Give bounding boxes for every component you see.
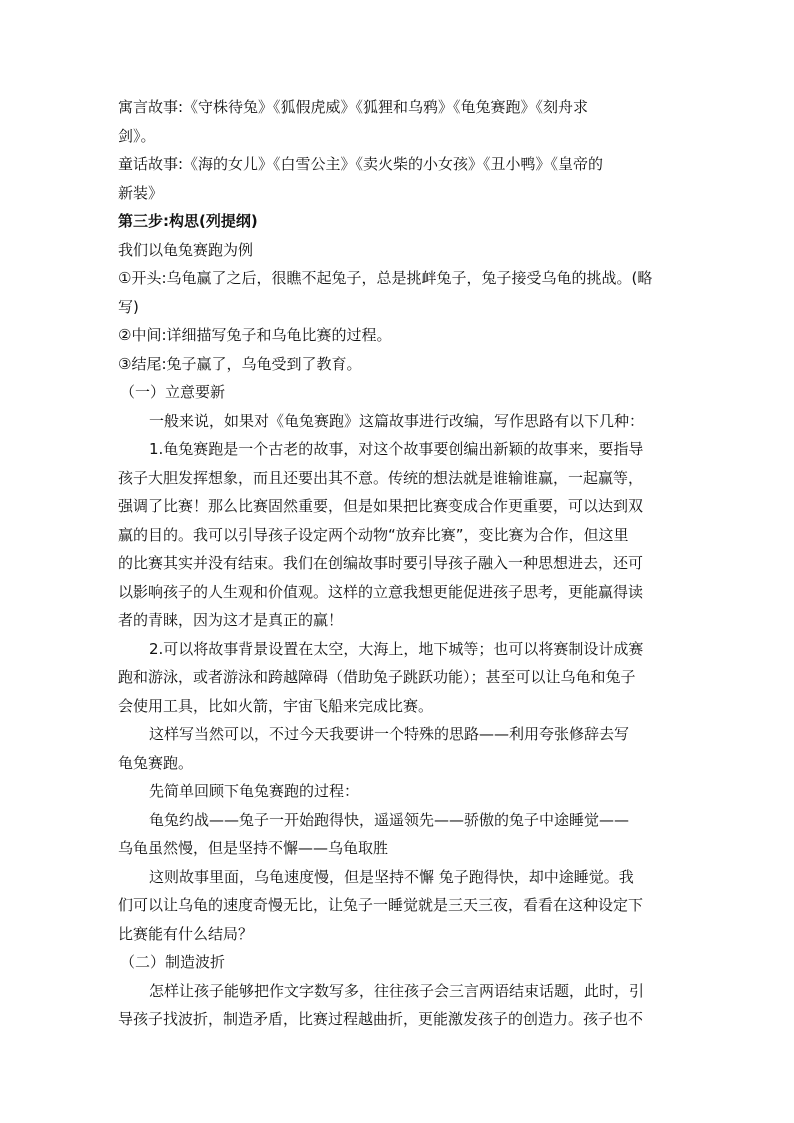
paragraph-line: 先简单回顾下龟兔赛跑的过程：: [149, 782, 360, 800]
section-heading: （二）制造波折: [120, 953, 226, 971]
text-line: 寓言故事:《守株待兔》《狐假虎威》《狐狸和乌鸦》《龟兔赛跑》《刻舟求: [118, 98, 589, 116]
text-line: 会使用工具，比如火箭，宇宙飞船来完成比赛。: [118, 696, 434, 715]
text-line: 新装》: [118, 183, 164, 202]
text-line: 我们以龟兔赛跑为例: [118, 240, 254, 259]
paragraph-line: 一般来说，如果对《龟兔赛跑》这篇故事进行改编，写作思路有以下几种：: [149, 411, 645, 430]
text-line: 比赛能有什么结局？: [118, 924, 254, 943]
paragraph-line: 龟兔约战——兔子一开始跑得快，遥遥领先——骄傲的兔子中途睡觉——: [149, 810, 630, 829]
paragraph-line: 1.龟兔赛跑是一个古老的故事，对这个故事要创编出新颖的故事来，要指导: [149, 440, 644, 458]
paragraph-line: 这则故事里面，乌龟速度慢，但是坚持不懈 兔子跑得快，却中途睡觉。我: [149, 867, 634, 886]
text-line: 跑和游泳，或者游泳和跨越障碍（借助兔子跳跃功能）；甚至可以让乌龟和兔子: [118, 668, 636, 686]
text-line: 们可以让乌龟的速度奇慢无比，让兔子一睡觉就是三天三夜，看看在这种设定下: [118, 896, 644, 914]
text-line: 孩子大胆发挥想象，而且还要出其不意。传统的想法就是谁输谁赢，一起赢等，: [118, 468, 644, 487]
text-line: ③结尾:兔子赢了，乌龟受到了教育。: [118, 354, 362, 373]
step-heading: 第三步:构思(列提纲): [118, 212, 258, 230]
text-line: 龟兔赛跑。: [118, 753, 194, 772]
text-line: 导孩子找波折，制造矛盾，比赛过程越曲折，更能激发孩子的创造力。孩子也不: [118, 1010, 644, 1028]
text-line: 剑》。: [118, 126, 156, 145]
paragraph-line: 怎样让孩子能够把作文字数写多，往往孩子会三言两语结束话题，此时，引: [149, 981, 645, 1000]
paragraph-line: 这样写当然可以，不过今天我要讲一个特殊的思路——利用夸张修辞去写: [149, 725, 630, 743]
text-line: 赢的目的。我可以引导孩子设定两个动物“放弃比赛”，变比赛为合作，但这里: [118, 525, 629, 544]
text-line: ①开头:乌龟赢了之后，很瞧不起兔子，总是挑衅兔子，兔子接受乌龟的挑战。(略: [118, 269, 653, 287]
document-body: [118, 93, 678, 1034]
text-line: 写): [118, 297, 139, 316]
section-heading: （一）立意要新: [120, 383, 226, 401]
text-line: ②中间:详细描写兔子和乌龟比赛的过程。: [118, 326, 392, 344]
text-line: 以影响孩子的人生观和价值观。这样的立意我想更能促进孩子思考，更能赢得读: [118, 582, 644, 601]
text-line: 强调了比赛！那么比赛固然重要，但是如果把比赛变成合作更重要，可以达到双: [118, 497, 644, 515]
text-line: 者的青睐，因为这才是真正的赢！: [118, 611, 344, 629]
text-line: 的比赛其实并没有结束。我们在创编故事时要引导孩子融入一种思想进去，还可: [118, 554, 644, 572]
text-line: 乌龟虽然慢，但是坚持不懈——乌龟取胜: [118, 839, 389, 857]
text-line: 童话故事:《海的女儿》《白雪公主》《卖火柴的小女孩》《丑小鸭》《皇帝的: [118, 155, 604, 173]
paragraph-line: 2.可以将故事背景设置在太空，大海上，地下城等；也可以将赛制设计成赛: [149, 639, 644, 658]
